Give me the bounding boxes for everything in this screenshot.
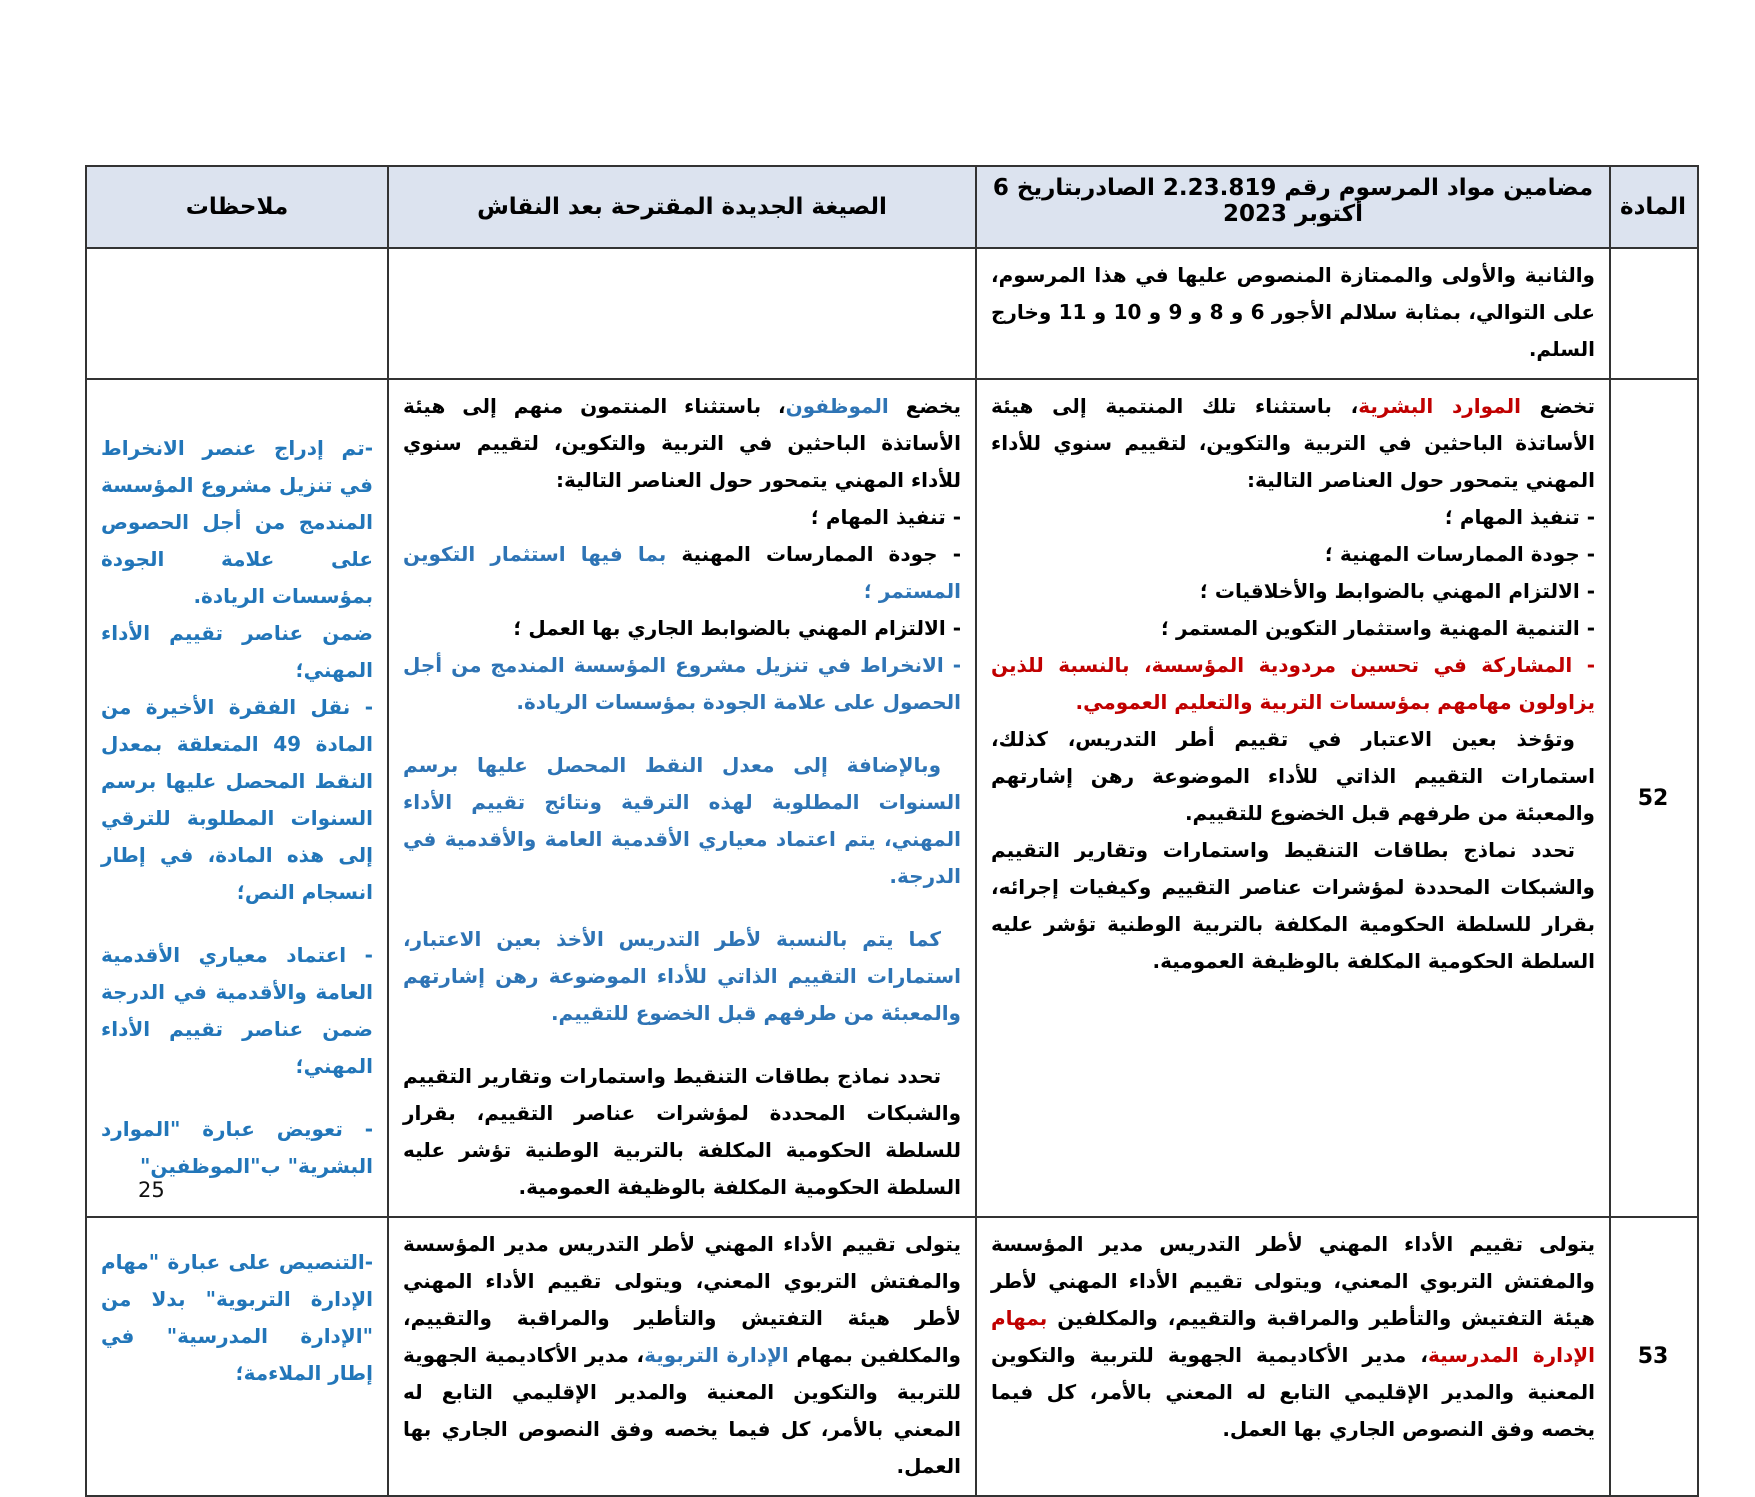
paragraph: تخضع الموارد البشرية، باستثناء تلك المنتمية إلى هيئة الأساتذة الباحثين في التربية والتكوين، لتقييم سنوي للأداء المهني يتمحور حول العناصر التالية:: [991, 394, 1595, 492]
proposed-text-cell: [387, 1218, 975, 1495]
header-article-label: المادة: [1620, 194, 1686, 220]
paragraph: يتولى تقييم الأداء المهني لأطر التدريس مدير المؤسسة والمفتش التربوي المعني، ويتولى تقييم الأداء المهني لأطر هيئة التفتيش والتأطير والمراقبة والتقييم، والمكلفين بمهام الإدارة التربوية، مدير الأكاديمية الجهوية للتربية والتكوين المعنية والمدير الإقليمي التابع له المعني بالأمر، كل فيما يخصه وفق النصوص الجاري بها العمل.: [403, 1232, 961, 1478]
decree-text-cell: [975, 249, 1609, 378]
paragraph: -تم إدراج عنصر الانخراط في تنزيل مشروع المؤسسة المندمج من أجل الحصوص على علامة الجودة بمؤسسات الريادة.: [101, 436, 373, 608]
paragraph: ضمن عناصر تقييم الأداء المهني؛: [101, 621, 373, 682]
paragraph: يتولى تقييم الأداء المهني لأطر التدريس مدير المؤسسة والمفتش التربوي المعني، ويتولى تقييم الأداء المهني لأطر هيئة التفتيش والتأطير والمراقبة والتقييم، والمكلفين بمهام الإدارة المدرسية، مدير الأكاديمية الجهوية للتربية والتكوين المعنية والمدير الإقليمي التابع له المعني بالأمر، كل فيما يخصه وفق النصوص الجاري بها العمل.: [991, 1232, 1596, 1441]
notes-cell: [87, 1218, 387, 1495]
paragraph: والثانية والأولى والممتازة المنصوص عليها في هذا المرسوم، على التوالي، بمثابة سلالم الأجور 6 و 8 و 9 و 10 و 11 وخارج السلم.: [991, 263, 1596, 361]
paragraph: وتؤخذ بعين الاعتبار في تقييم أطر التدريس، كذلك، استمارات التقييم الذاتي للأداء الموضوعة رهن إشارتهم والمعبئة من طرفهم قبل الخضوع للتقييم.: [991, 727, 1595, 825]
paragraph: - تعويض عبارة "الموارد البشرية" ب"الموظفين": [101, 1117, 373, 1178]
table-row-article-52: [87, 378, 1697, 1216]
article-number: [1609, 249, 1695, 378]
header-decree-label: مضامين مواد المرسوم رقم 2.23.819 الصادربتاريخ 6 أكتوبر 2023: [992, 175, 1594, 227]
header-notes-label: ملاحظات: [185, 194, 289, 220]
paragraph: - الانخراط في تنزيل مشروع المؤسسة المندمج من أجل الحصول على علامة الجودة بمؤسسات الريادة.: [403, 653, 961, 714]
paragraph: - التنمية المهنية واستثمار التكوين المستمر ؛: [1161, 616, 1595, 640]
paragraph: - جودة الممارسات المهنية ؛: [1324, 542, 1595, 566]
notes-cell: [87, 249, 387, 378]
paragraph: وبالإضافة إلى معدل النقط المحصل عليها برسم السنوات المطلوبة لهذه الترقية ونتائج تقييم الأداء المهني، يتم اعتماد معياري الأقدمية العامة والأقدمية في الدرجة.: [403, 753, 961, 888]
notes-cell: [87, 380, 387, 1216]
header-cell-article: [1609, 167, 1695, 247]
table-row-continuation: [87, 247, 1697, 378]
paragraph: - اعتماد معياري الأقدمية العامة والأقدمية في الدرجة ضمن عناصر تقييم الأداء المهني؛: [101, 943, 373, 1078]
proposed-text-cell: [387, 380, 975, 1216]
paragraph: كما يتم بالنسبة لأطر التدريس الأخذ بعين الاعتبار، استمارات التقييم الذاتي للأداء الموضوعة رهن إشارتهم والمعبئة من طرفهم قبل الخضوع للتقييم.: [403, 927, 961, 1025]
header-cell-notes: [87, 167, 387, 247]
header-cell-decree: [975, 167, 1609, 247]
comparison-table: [85, 165, 1699, 1497]
paragraph: يخضع الموظفون، باستثناء المنتمون منهم إلى هيئة الأساتذة الباحثين في التربية والتكوين، لتقييم سنوي للأداء المهني يتمحور حول العناصر التالية:: [403, 394, 961, 492]
paragraph: تحدد نماذج بطاقات التنقيط واستمارات وتقارير التقييم والشبكات المحددة لمؤشرات عناصر التقييم وكيفيات إجرائه، بقرار للسلطة الحكومية المكلفة بالتربية الوطنية تؤشر عليه السلطة الحكومية المكلفة بالوظيفة العمومية.: [991, 838, 1595, 973]
article-number: 52: [1609, 380, 1695, 1216]
proposed-text-cell: [387, 249, 975, 378]
paragraph: - الالتزام المهني بالضوابط الجاري بها العمل ؛: [513, 616, 961, 640]
article-number: 53: [1609, 1218, 1695, 1495]
table-header-row: [87, 167, 1697, 247]
paragraph: - تنفيذ المهام ؛: [1444, 505, 1595, 529]
decree-text-cell: [975, 1218, 1609, 1495]
header-cell-proposed: [387, 167, 975, 247]
paragraph: - نقل الفقرة الأخيرة من المادة 49 المتعلقة بمعدل النقط المحصل عليها برسم السنوات المطلوبة للترقي إلى هذه المادة، في إطار انسجام النص؛: [101, 695, 373, 904]
paragraph: - الالتزام المهني بالضوابط والأخلاقيات ؛: [1199, 579, 1595, 603]
paragraph: تحدد نماذج بطاقات التنقيط واستمارات وتقارير التقييم والشبكات المحددة لمؤشرات عناصر التقييم، بقرار للسلطة الحكومية المكلفة بالتربية الوطنية تؤشر عليه السلطة الحكومية المكلفة بالوظيفة العمومية.: [403, 1064, 961, 1199]
paragraph: -التنصيص على عبارة "مهام الإدارة التربوية" بدلا من "الإدارة المدرسية" في إطار الملاءمة؛: [101, 1250, 373, 1385]
paragraph: - المشاركة في تحسين مردودية المؤسسة، بالنسبة للذين يزاولون مهامهم بمؤسسات التربية والتعليم العمومي.: [991, 653, 1595, 714]
table-row-article-53: [87, 1216, 1697, 1495]
header-proposed-label: الصيغة الجديدة المقترحة بعد النقاش: [477, 194, 887, 220]
page-number: 25: [138, 1178, 165, 1202]
paragraph: - جودة الممارسات المهنية بما فيها استثمار التكوين المستمر ؛: [403, 542, 961, 603]
decree-text-cell: [975, 380, 1609, 1216]
paragraph: - تنفيذ المهام ؛: [810, 505, 961, 529]
